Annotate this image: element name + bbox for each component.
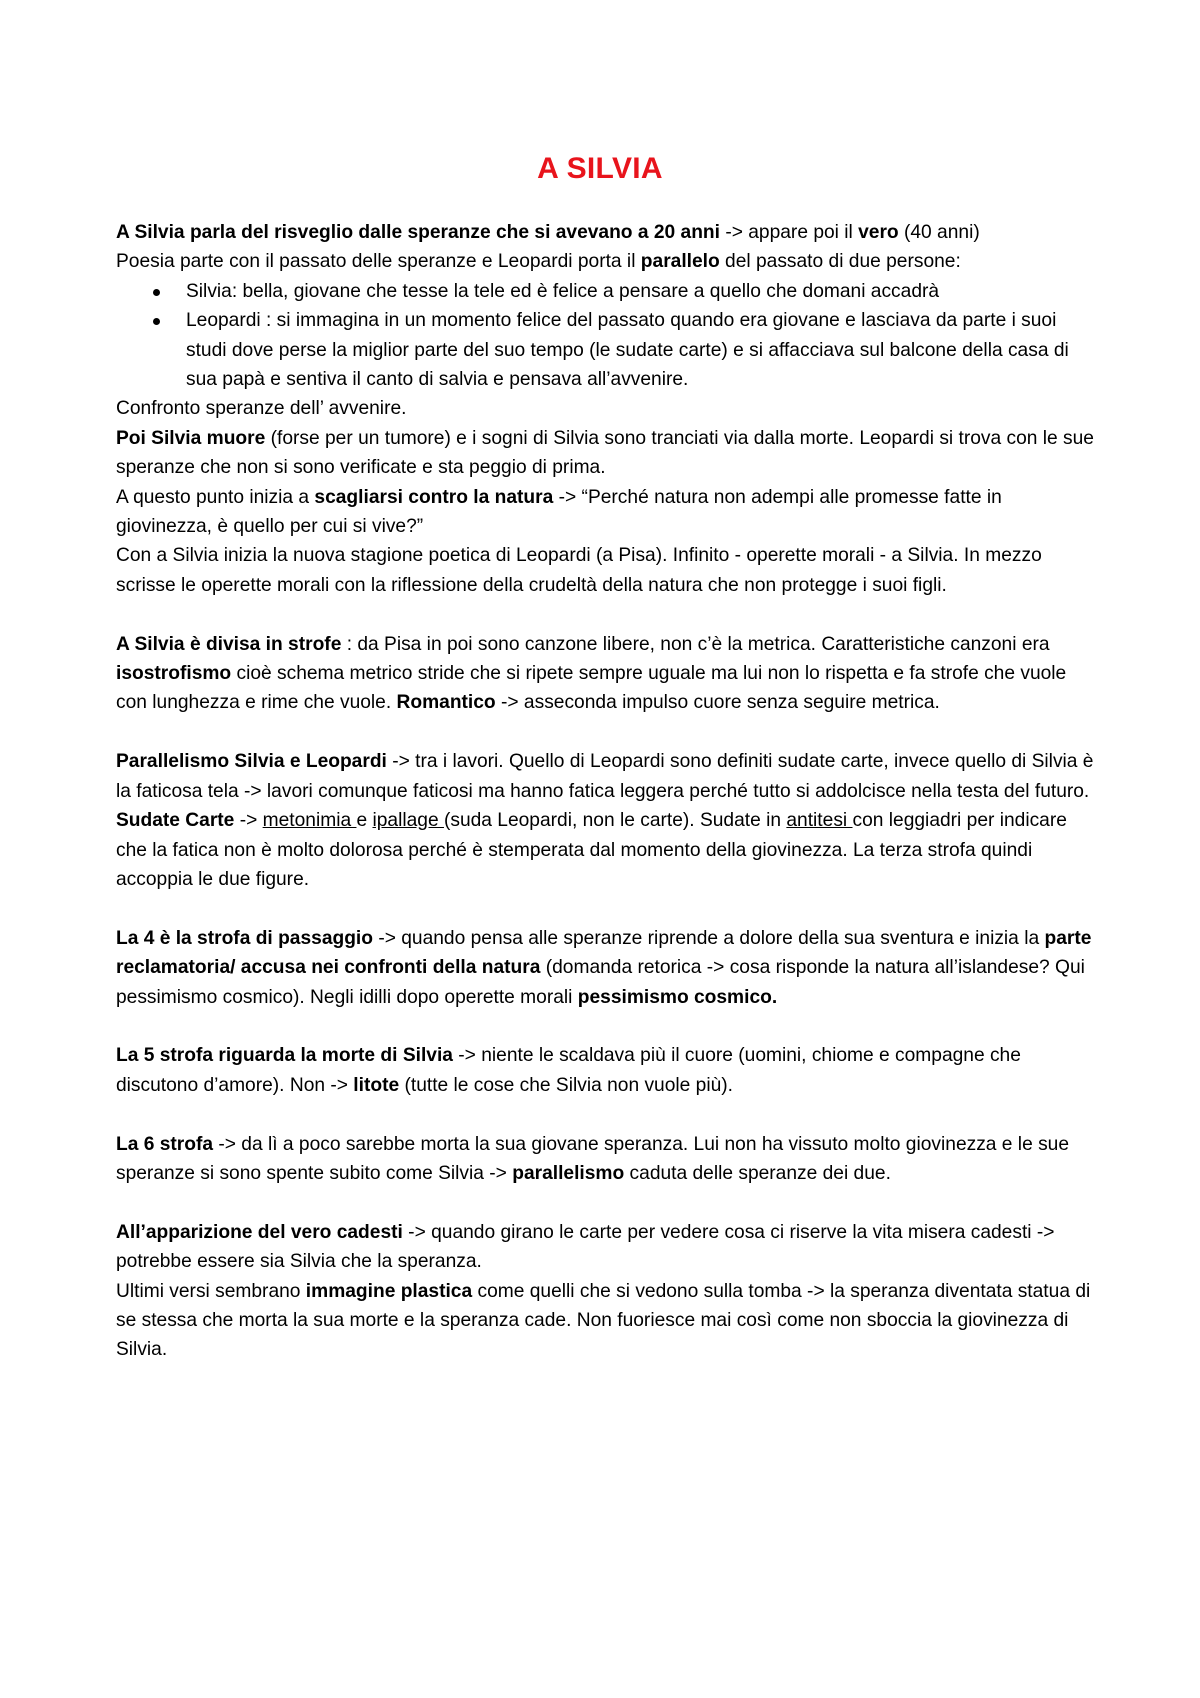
bold-text: Parallelismo Silvia e Leopardi <box>116 751 387 773</box>
paragraph <box>116 424 1101 483</box>
bold-text: All’apparizione del vero cadesti <box>116 1221 403 1243</box>
paragraph-spacer <box>116 1188 1101 1217</box>
bold-text: La 6 strofa <box>116 1133 214 1155</box>
paragraph <box>116 483 1101 542</box>
paragraph <box>116 394 1101 423</box>
bold-text: litote <box>353 1074 400 1096</box>
bold-text: pessimismo cosmico. <box>577 986 778 1008</box>
text-run: (domanda retorica -> cosa risponde la natura all’islandese? Qui pessimismo cosmico). Negli idilli dopo operette morali <box>116 957 1085 1008</box>
bold-text: A Silvia è divisa in strofe <box>116 633 342 655</box>
text-run: Confronto speranze dell’ avvenire. <box>116 398 407 420</box>
bullet-list-item <box>186 306 1101 394</box>
paragraph-spacer <box>116 600 1101 629</box>
paragraph <box>116 1041 1101 1100</box>
underlined-text: metonimia <box>262 810 357 832</box>
underlined-text: antitesi <box>786 810 853 832</box>
bold-text: parte reclamatoria/ accusa nei confronti della natura <box>116 927 1092 979</box>
text-run: -> tra i lavori. Quello di Leopardi sono definiti sudate carte, invece quello di Silvia è la faticosa tela -> lavori comunque faticosi ma hanno fatica leggera perché tutto si addolcisce nella testa del futuro. <box>116 751 1094 802</box>
text-run: : da Pisa in poi sono canzone libere, non c’è la metrica. Caratteristiche canzoni era <box>341 633 1050 655</box>
text-run: (forse per un tumore) e i sogni di Silvia sono tranciati via dalla morte. Leopardi si trova con le sue speranze che non si sono verificate e sta peggio di prima. <box>116 427 1094 479</box>
paragraph <box>116 247 1101 276</box>
bold-text: immagine plastica <box>305 1280 473 1302</box>
text-run: con leggiadri per indicare che la fatica non è molto dolorosa perché è stemperata dal momento della giovinezza. La terza strofa quindi accoppia le due figure. <box>116 810 1067 890</box>
text-run: del passato di due persone: <box>719 251 961 273</box>
bold-text: scagliarsi contro la natura <box>314 486 554 508</box>
text-run: -> da lì a poco sarebbe morta la sua giovane speranza. Lui non ha vissuto molto giovinezza e le sue speranze si sono spente subito come Silvia -> <box>116 1133 1070 1184</box>
bold-text: Poi Silvia muore <box>116 427 266 449</box>
paragraph <box>116 1218 1101 1277</box>
text-run: (suda Leopardi, non le carte). Sudate in <box>443 810 787 832</box>
bold-text: La 5 strofa riguarda la morte di Silvia <box>116 1045 453 1067</box>
paragraph-spacer <box>116 718 1101 747</box>
text-run: Poesia parte con il passato delle speranze e Leopardi porta il <box>116 251 641 273</box>
bullet-list-item <box>186 277 1101 306</box>
bold-text: parallelo <box>640 251 720 273</box>
bold-text: isostrofismo <box>116 663 232 685</box>
paragraph <box>116 630 1101 718</box>
text-run: (tutte le cose che Silvia non vuole più). <box>399 1074 733 1096</box>
paragraph-spacer <box>116 894 1101 923</box>
bold-text: A Silvia parla del risveglio dalle speranze che si avevano a 20 anni <box>116 222 720 243</box>
text-run: -> niente le scaldava più il cuore (uomini, chiome e compagne che discutono d’amore). Non -> <box>116 1045 1021 1096</box>
bold-text: La 4 è la strofa di passaggio <box>116 927 373 949</box>
text-run: -> asseconda impulso cuore senza seguire metrica. <box>495 692 940 714</box>
paragraph-spacer <box>116 1012 1101 1041</box>
paragraph <box>116 541 1101 600</box>
text-run: Silvia: bella, giovane che tesse la tele ed è felice a pensare a quello che domani accadrà <box>186 280 940 302</box>
text-run: come quelli che si vedono sulla tomba -> la speranza diventata statua di se stessa che morta la sua morte e la speranza cade. Non fuoriesce mai così come non sboccia la giovinezza di Silvia. <box>116 1280 1091 1361</box>
bullet-list <box>116 277 1101 395</box>
text-run: -> “Perché natura non adempi alle promesse fatte in giovinezza, è quello per cui si vive?” <box>116 486 1002 538</box>
text-run: A questo punto inizia a <box>116 486 315 508</box>
text-run: Leopardi : si immagina in un momento felice del passato quando era giovane e lasciava da parte i suoi studi dove perse la miglior parte del suo tempo (le sudate carte) e si affacciava sul balcone della casa di sua papà e sentiva il canto di salvia e pensava all’avvenire. <box>186 310 1069 391</box>
text-run: -> <box>234 810 263 832</box>
text-run: Con a Silvia inizia la nuova stagione poetica di Leopardi (a Pisa). Infinito - operette morali - a Silvia. In mezzo scrisse le operette morali con la riflessione della crudeltà della natura che non protegge i suoi figli. <box>116 545 1042 596</box>
paragraph-spacer <box>116 1100 1101 1129</box>
text-run: e <box>356 810 373 832</box>
paragraph <box>116 806 1101 894</box>
bold-text: Sudate Carte <box>116 810 235 832</box>
text-run: caduta delle speranze dei due. <box>624 1162 891 1184</box>
document-body <box>116 218 1101 1365</box>
text-run: Ultimi versi sembrano <box>116 1280 306 1302</box>
paragraph <box>116 218 1101 247</box>
bold-text: Romantico <box>396 692 496 714</box>
page-title: A SILVIA <box>537 152 663 185</box>
text-run: -> quando girano le carte per vedere cosa ci riserve la vita misera cadesti -> potrebbe essere sia Silvia che la speranza. <box>116 1221 1055 1273</box>
paragraph <box>116 747 1101 806</box>
paragraph <box>116 924 1101 1012</box>
paragraph <box>116 1277 1101 1365</box>
text-run: (40 anni) <box>898 222 980 243</box>
bold-text: parallelismo <box>512 1162 625 1184</box>
underlined-text: ipallage <box>372 810 444 832</box>
text-run: -> quando pensa alle speranze riprende a dolore della sua sventura e inizia la <box>372 927 1045 949</box>
text-run: cioè schema metrico stride che si ripete sempre uguale ma lui non lo rispetta e fa strofe che vuole con lunghezza e rime che vuole. <box>116 663 1067 714</box>
bold-text: vero <box>858 222 899 243</box>
paragraph <box>116 1130 1101 1189</box>
text-run: -> appare poi il <box>719 222 859 243</box>
